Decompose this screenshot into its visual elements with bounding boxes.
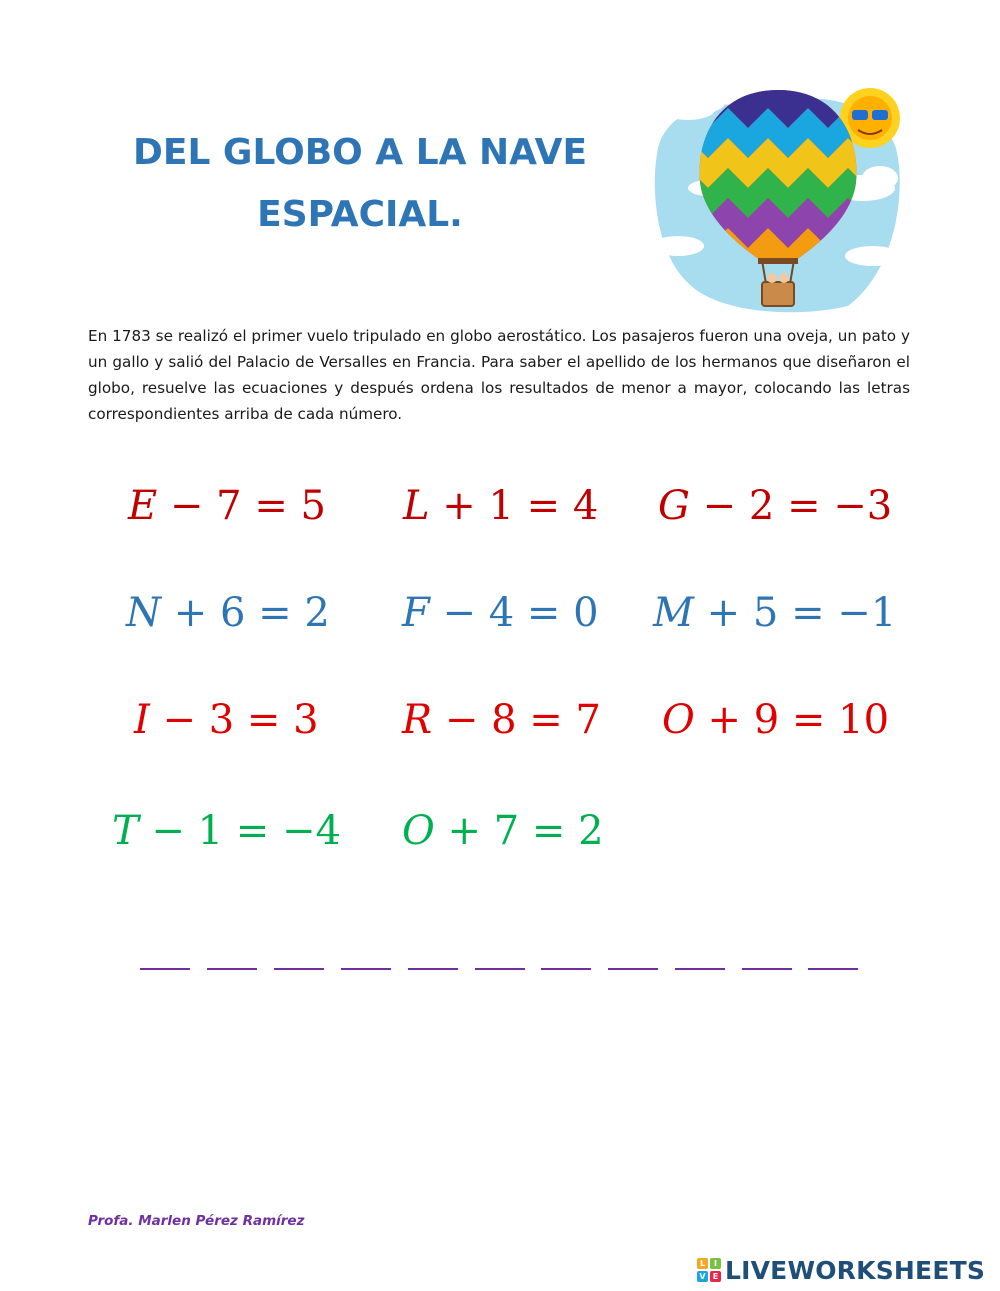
equation-variable: F: [402, 590, 430, 636]
equation: [402, 589, 599, 637]
mark-letter: L: [697, 1258, 708, 1269]
equation: [653, 589, 896, 637]
mark-letter: V: [697, 1271, 708, 1282]
author-credit: Profa. Marlen Pérez Ramírez: [88, 1213, 305, 1229]
title-line-2: ESPACIAL.: [257, 194, 463, 235]
answer-blank[interactable]: [207, 968, 257, 970]
answer-blank[interactable]: [475, 968, 525, 970]
equation: [112, 807, 341, 855]
equation: [126, 589, 330, 637]
equation-variable: M: [653, 590, 694, 636]
equation-expression: − 2 = −3: [689, 483, 893, 529]
equation-expression: + 9 = 10: [694, 697, 890, 743]
answer-blank[interactable]: [341, 968, 391, 970]
equation-variable: N: [126, 590, 161, 636]
equation: [402, 696, 601, 744]
equation-variable: L: [403, 483, 430, 529]
answer-blank[interactable]: [408, 968, 458, 970]
equation-expression: + 1 = 4: [429, 483, 599, 529]
equation: [662, 696, 889, 744]
equation-variable: R: [402, 697, 433, 743]
equation-expression: − 7 = 5: [157, 483, 326, 529]
page-title: [100, 122, 620, 246]
hot-air-balloon-icon: [648, 78, 908, 318]
equation: [128, 482, 326, 530]
brand-name: LIVEWORKSHEETS: [725, 1255, 986, 1285]
liveworksheets-logo[interactable]: [697, 1254, 985, 1286]
intro-paragraph: En 1783 se realizó el primer vuelo tripulado en globo aerostático. Los pasajeros fueron una oveja, un pato y un gallo y salió del Palacio de Versalles en Francia. Para saber el apellido de los hermanos que diseñaron el globo, resuelve las ecuaciones y después ordena los resultados de menor a mayor, colocando las letras correspondientes arriba de cada número.: [88, 327, 910, 423]
equation-expression: − 8 = 7: [432, 697, 601, 743]
equation-expression: + 6 = 2: [161, 590, 330, 636]
answer-blank[interactable]: [541, 968, 591, 970]
answer-blank[interactable]: [140, 968, 190, 970]
equation-expression: − 4 = 0: [429, 590, 599, 636]
answer-blank[interactable]: [274, 968, 324, 970]
answer-blank[interactable]: [808, 968, 858, 970]
mark-letter: I: [710, 1258, 721, 1269]
equation-variable: T: [112, 808, 139, 854]
equation-variable: G: [658, 483, 690, 529]
equation-expression: − 3 = 3: [149, 697, 319, 743]
answer-blank[interactable]: [675, 968, 725, 970]
liveworksheets-mark-icon: [697, 1258, 721, 1282]
equation-expression: + 7 = 2: [434, 808, 604, 854]
mark-letter: E: [710, 1271, 721, 1282]
answer-blank[interactable]: [608, 968, 658, 970]
equation-variable: O: [662, 697, 695, 743]
equation-variable: I: [134, 697, 150, 743]
equation-expression: + 5 = −1: [693, 590, 897, 636]
equation: [403, 482, 598, 530]
equation: [658, 482, 892, 530]
equation: [402, 807, 604, 855]
equation-variable: E: [128, 483, 158, 529]
answer-blank[interactable]: [742, 968, 792, 970]
title-line-1: DEL GLOBO A LA NAVE: [132, 132, 588, 173]
equation-variable: O: [402, 808, 435, 854]
equation-expression: − 1 = −4: [138, 808, 341, 854]
equation: [134, 696, 319, 744]
